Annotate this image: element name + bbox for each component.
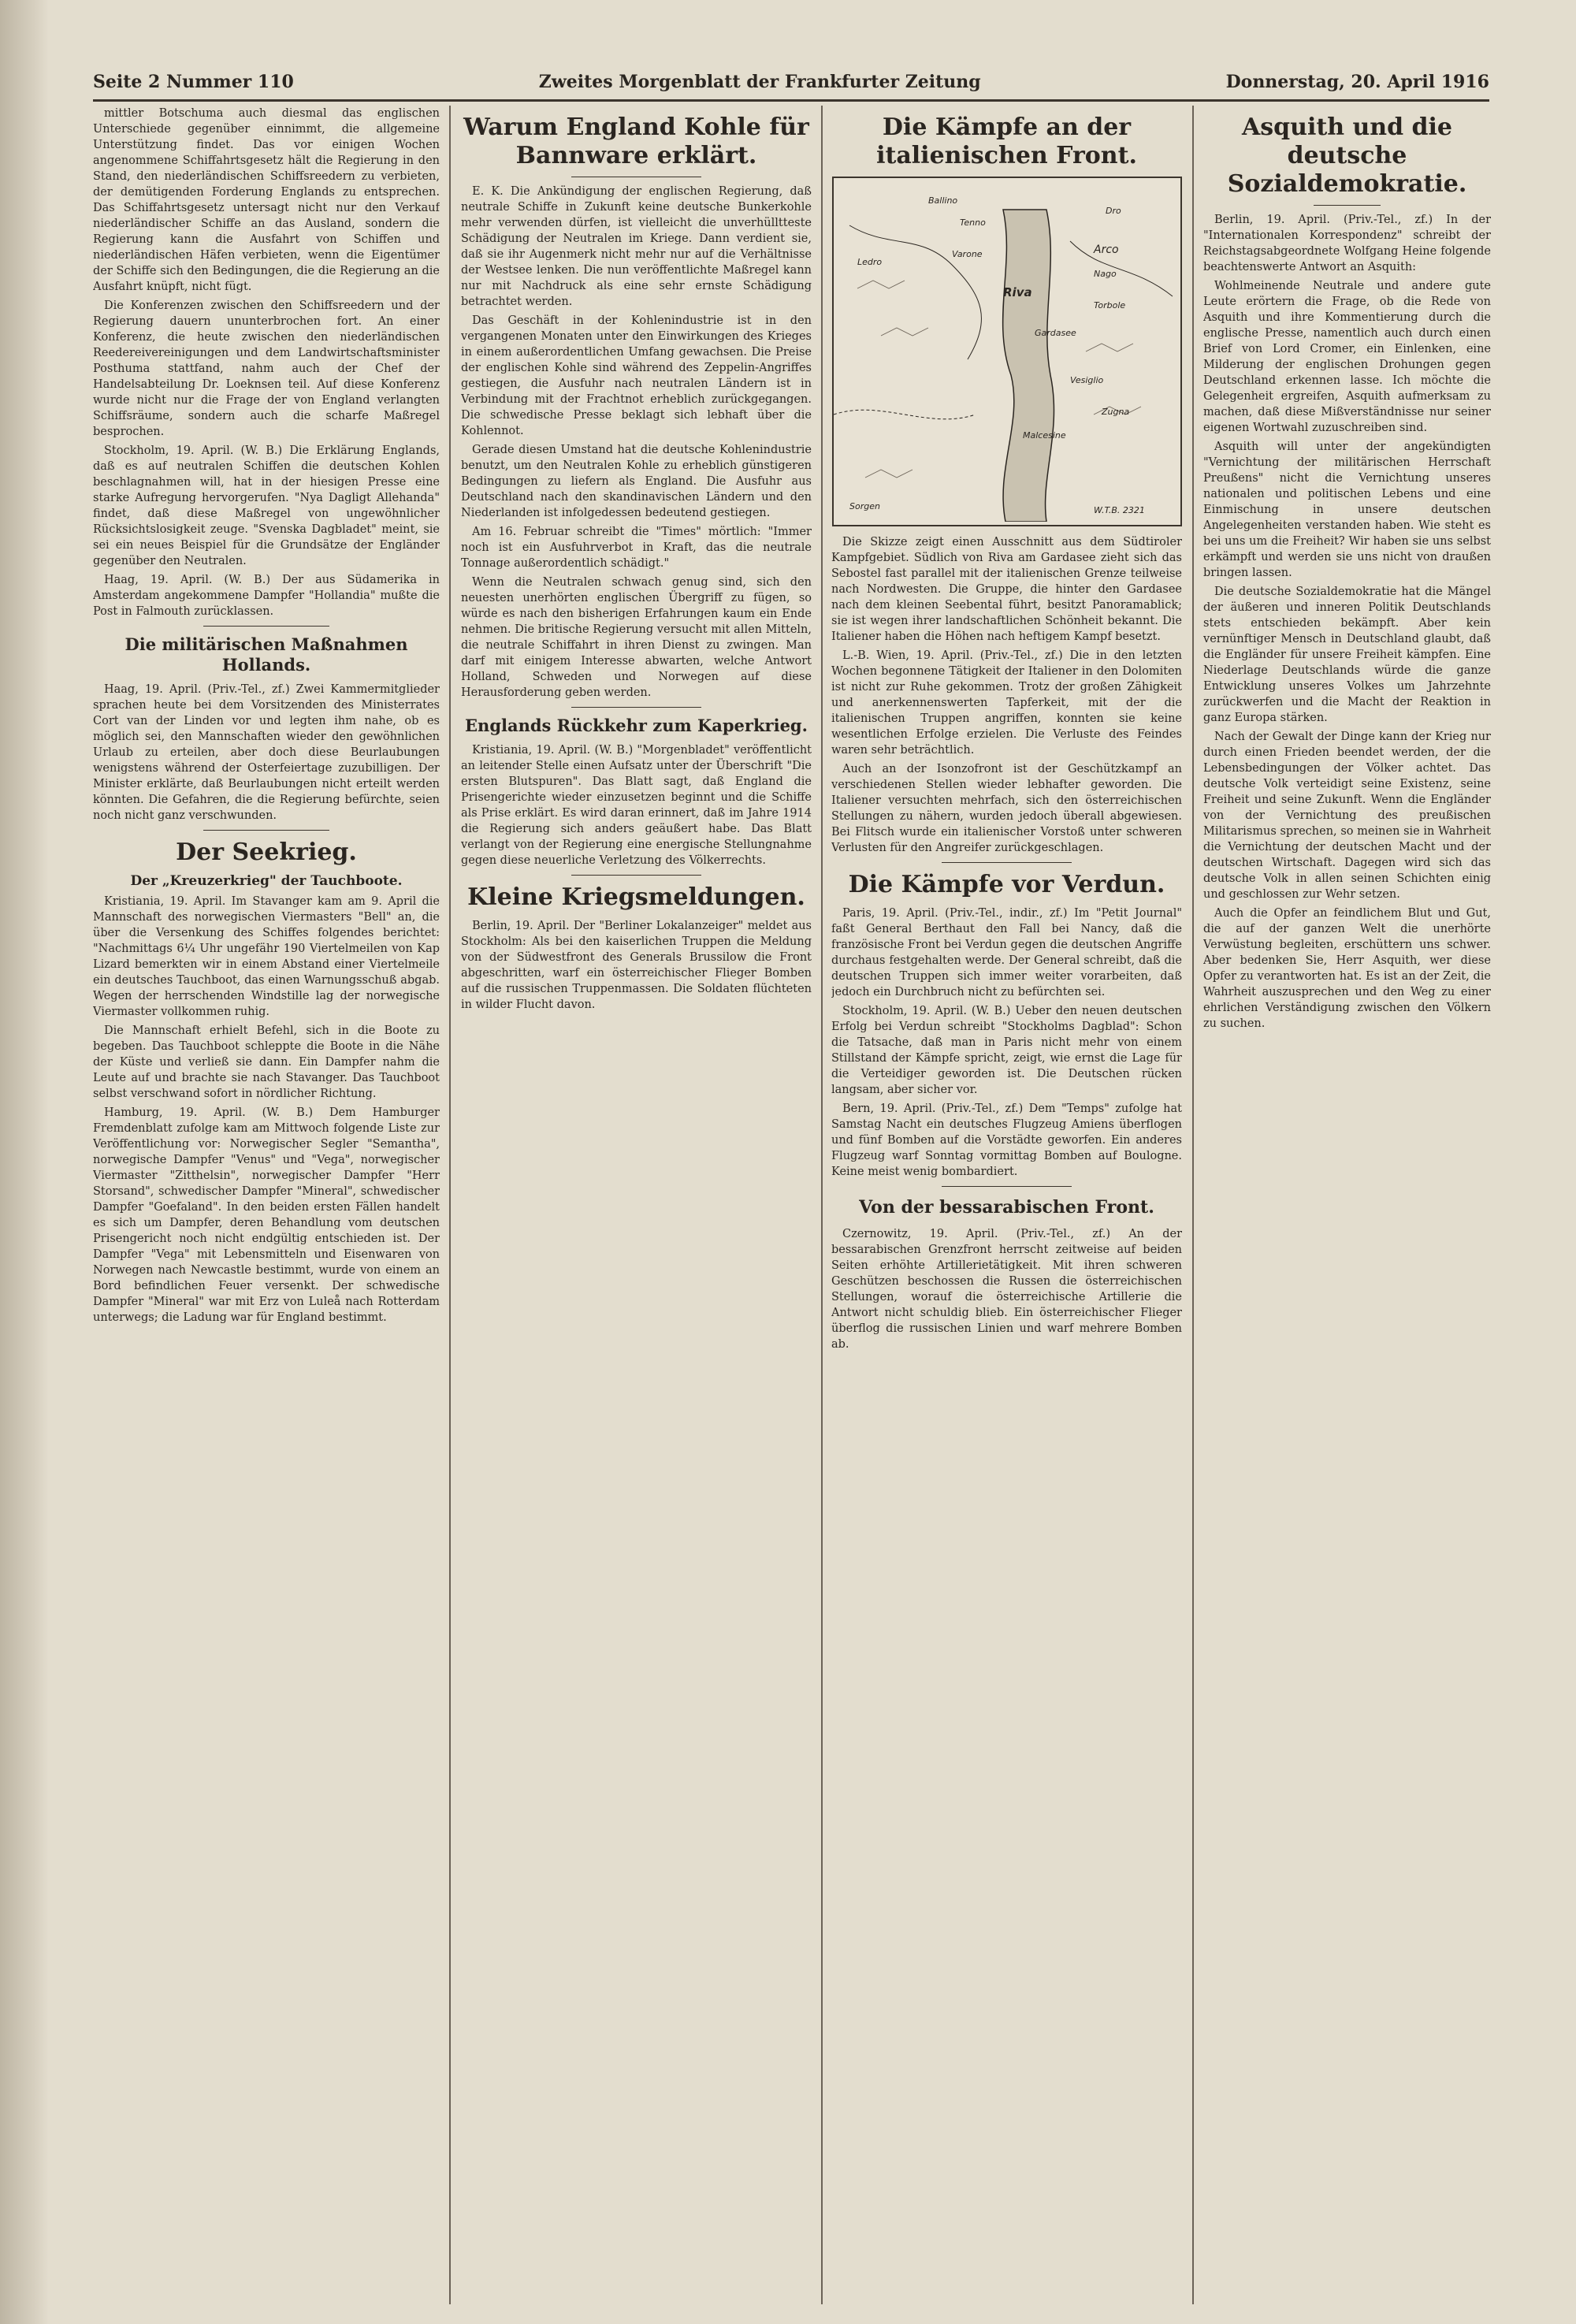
map-label: Nago bbox=[1093, 269, 1117, 279]
map-label: Vesiglio bbox=[1069, 375, 1103, 385]
article-paragraph: Stockholm, 19. April. (W. B.) Ueber den neuen deutschen Erfolg bei Verdun schreibt "Stockholms Dagblad": Schon die Tatsache, daß man in Paris nicht mehr von einem Stillstand der Kämpfe spricht, zeigt, wie ernst die Lage für die Verteidiger geworden ist. Die Deutschen rücken langsam, aber sicher vor. bbox=[831, 1005, 1182, 1096]
article-paragraph: Czernowitz, 19. April. (Priv.-Tel., zf.) An der bessarabischen Grenzfront herrscht zeitweise auf beiden Seiten erhöhte Artillerietätigkeit. Mit ihren schweren Geschützen beschossen die Russen die österreichischen Stellungen, worauf die österreichische Artillerie die Antwort nicht schuldig blieb. Ein österreichischer Flieger überflog die russischen Linien und warf mehrere Bomben ab. bbox=[831, 1228, 1182, 1351]
article-paragraph: Kristiania, 19. April. (W. B.) "Morgenbladet" veröffentlicht an leitender Stelle einen Aufsatz unter der Überschrift "Die ersten Blutspuren". Das Blatt sagt, daß England die Prisengerichte wieder einzusetzen beginnt und die Schiffe als Prise erklärt. Es wird daran erinnert, daß im Jahre 1914 die Regierung sich anders geäußert habe. Das Blatt verlangt von der Regierung eine energische Stellungnahme gegen diese neuerliche Verletzung des Völkerrechts. bbox=[461, 744, 812, 867]
article-paragraph: L.-B. Wien, 19. April. (Priv.-Tel., zf.) Die in den letzten Wochen begonnene Tätigkeit der Italiener in den Dolomiten ist nicht zur Ruhe gekommen. Trotz der großen Zähigkeit und anerkennenswerten Tapferkeit, mit der die italienischen Truppen angriffen, konnten sie keine wesentlichen Erfolge erzielen. Die Verluste des Feindes waren sehr beträchtlich. bbox=[831, 649, 1182, 757]
article-divider bbox=[571, 707, 701, 708]
article-headline: Asquith und die deutsche Sozialdemokratie. bbox=[1227, 113, 1467, 198]
article-divider bbox=[942, 1186, 1072, 1187]
column-rule bbox=[821, 106, 823, 2304]
article-paragraph: E. K. Die Ankündigung der englischen Regierung, daß neutrale Schiffe in Zukunft keine deutsche Bunkerkohle mehr verwenden dürfen, ist vielleicht die unverhülltteste Schädigung der Neutralen im Kriege. Dann verdient sie, daß sie ihr Augenmerk nicht mehr nur auf die Verhältnisse der Westsee lenken. Die nun veröffentlichte Maßregel kann nur mit Nachdruck als eine sehr ernste Schädigung betrachtet werden. bbox=[461, 185, 812, 308]
map-label: Torbole bbox=[1093, 300, 1125, 310]
header-masthead: Zweites Morgenblatt der Frankfurter Zeitung bbox=[538, 72, 981, 92]
article-divider bbox=[571, 875, 701, 876]
article-headline: Kleine Kriegsmeldungen. bbox=[467, 883, 805, 911]
map-label: Ledro bbox=[857, 257, 882, 267]
article-subheadline: Der „Kreuzerkrieg" der Tauchboote. bbox=[130, 873, 403, 889]
article-paragraph: Paris, 19. April. (Priv.-Tel., indir., zf.) Im "Petit Journal" faßt General Berthaut den Fall bei Nancy, daß die französische Front bei Verdun gegen die deutschen Angriffe durchaus festgehalten werde. Der General schreibt, daß die deutschen Truppen sich immer weiter vorarbeiten, daß jedoch ein Durchbruch nicht zu befürchten sei. bbox=[831, 907, 1182, 998]
binding-gutter bbox=[0, 0, 49, 2324]
column-2 bbox=[461, 106, 812, 2304]
map-label: Ballino bbox=[927, 195, 957, 206]
column-4 bbox=[1203, 106, 1491, 2304]
article-paragraph: Wenn die Neutralen schwach genug sind, sich den neuesten unerhörten englischen Übergriff zu fügen, so würde es nach den bisherigen Erfahrungen kaum ein Ende nehmen. Die britische Regierung versucht mit allen Mitteln, die neutrale Schiffahrt in ihren Dienst zu zwingen. Man darf mit einigem Interesse abwarten, welche Antwort Holland, Schweden und Norwegen auf diese Herausforderung geben werden. bbox=[461, 576, 812, 699]
road-line bbox=[1070, 241, 1173, 296]
map-label: Arco bbox=[1093, 244, 1119, 256]
column-rule bbox=[449, 106, 451, 2304]
article-headline: Die Kämpfe an der italienischen Front. bbox=[876, 113, 1137, 169]
article-paragraph: Berlin, 19. April. Der "Berliner Lokalanzeiger" meldet aus Stockholm: Als bei den kaiserlichen Truppen die Meldung von der Südwestfront des Generals Brussilow die Front abgeschritten, warf ein österreichischer Flieger Bomben auf die russischen Truppenmassen. Die Soldaten flüchteten in wilder Flucht davon. bbox=[461, 920, 812, 1011]
lake-shape bbox=[1002, 210, 1054, 522]
header-page-number: Seite 2 Nummer 110 bbox=[93, 72, 294, 92]
page-header bbox=[93, 69, 1489, 95]
article-divider bbox=[942, 862, 1072, 863]
article-paragraph: Das Geschäft in der Kohlenindustrie ist in den vergangenen Monaten unter den Einwirkungen des Krieges in einem außerordentlichen Umfang gewachsen. Die Preise der englischen Kohle sind während des Zeppelin-Angriffes gestiegen, die Ausfuhr nach neutralen Ländern ist in Verbindung mit der Frachtnot erheblich zurückgegangen. Die schwedische Presse beklagt sich lebhaft über die Kohlennot. bbox=[461, 314, 812, 437]
article-paragraph: Die Konferenzen zwischen den Schiffsreedern und der Regierung dauern ununterbrochen fort. An einer Konferenz, die heute zwischen den niederländischen Reedereivereinigungen und dem Landwirtschaftsminister Posthuma stattfand, nahm auch der Chef der Handelsabteilung Dr. Loeknsen teil. Auf diese Konferenz wurde nicht nur die Frage der von England verlangten Schiffsräume, sondern auch die scharfe Maßregel besprochen. bbox=[93, 299, 440, 438]
river-line bbox=[849, 225, 981, 359]
article-paragraph: Auch die Opfer an feindlichem Blut und Gut, die auf der ganzen Welt die unerhörte Verwüstung begleiten, erschüttern uns schwer. Aber bedenken Sie, Herr Asquith, wer diese Opfer zu verantworten hat. Es ist an der Zeit, die Wahrheit auszusprechen und den Weg zu einer ehrlichen Verständigung zwischen den Völkern zu suchen. bbox=[1203, 907, 1491, 1030]
article-divider bbox=[203, 626, 329, 627]
article-paragraph: Kristiania, 19. April. Im Stavanger kam am 9. April die Mannschaft des norwegischen Viermasters "Bell" an, die über die Versenkung des Schiffes folgendes berichtet: "Nachmittags 6¼ Uhr ungefähr 190 Viertelmeilen von Kap Lizard bemerkten wir in einem Abstand einer Viertelmeile ein deutsches Tauchboot, das einen Warnungsschuß abgab. Wegen der herrschenden Windstille lag der norwegische Viermaster vollkommen ruhig. bbox=[93, 895, 440, 1018]
article-paragraph: Haag, 19. April. (W. B.) Der aus Südamerika in Amsterdam angekommene Dampfer "Hollandia" mußte die Post in Falmouth zurücklassen. bbox=[93, 574, 440, 618]
article-paragraph: Die Skizze zeigt einen Ausschnitt aus dem Südtiroler Kampfgebiet. Südlich von Riva am Gardasee zieht sich das Sebostel fast parallel mit der italienischen Grenze teilweise nach Nordwesten. Die Gruppe, die hinter den Gardasee nach dem kleinen Seebental führt, besitzt Panoramablick; sie ist wegen ihrer landschaftlichen Schönheit bekannt. Die Italiener haben die Höhen nach heftigem Kampf besetzt. bbox=[831, 536, 1182, 643]
header-rule bbox=[93, 99, 1489, 102]
column-3 bbox=[831, 106, 1182, 2304]
article-headline: Warum England Kohle für Bannware erklärt. bbox=[463, 113, 809, 169]
map-label: Malcesine bbox=[1022, 430, 1066, 441]
map-drawing bbox=[834, 178, 1177, 522]
article-paragraph: Stockholm, 19. April. (W. B.) Die Erklärung Englands, daß es auf neutralen Schiffen die deutschen Kohlen beschlagnahmen will, hat in der hiesigen Presse eine starke Aufregung hervorgerufen. "Nya Dagligt Allehanda" findet, daß diese Maßregel von ungewöhnlicher Rücksichtslosigkeit zeuge. "Svenska Dagbladet" meint, sie sei ein neues Beispiel für die Grundsätze der Engländer gegenüber den Neutralen. bbox=[93, 444, 440, 567]
article-paragraph: Auch an der Isonzofront ist der Geschützkampf an verschiedenen Stellen wieder lebhafter geworden. Die Italiener versuchten mehrfach, sich den österreichischen Stellungen zu nähern, wurden jedoch überall abgewiesen. Bei Flitsch wurde ein italienischer Vorstoß unter schweren Verlusten für den Angreifer zurückgeschlagen. bbox=[831, 763, 1182, 854]
article-paragraph: mittler Botschuma auch diesmal das englischen Unterschiede gegenüber einnimmt, die allgemeine Unterstützung findet. Das vor einigen Wochen angenommene Schiffahrtsgesetz hält die Regierung in den Stand, den niederländischen Schiffsreedern zu verbieten, der demütigenden Forderung Englands zu entsprechen. Das Schiffahrtsgesetz untersagt nicht nur den Verkauf niederländischer Schiffe an das Ausland, sondern die Regierung kann die Ausfahrt von Schiffen und niederländischen Häfen verbieten, wenn die Eigentümer der Schiffe sich den Bedingungen, die die Regierung an die Ausfahrt knüpft, nicht fügt. bbox=[93, 107, 440, 293]
map-label: Riva bbox=[1002, 285, 1032, 299]
article-headline: Der Seekrieg. bbox=[176, 838, 357, 866]
front-map bbox=[832, 177, 1182, 526]
map-label: Varone bbox=[951, 249, 983, 259]
map-label: Tenno bbox=[959, 218, 986, 228]
article-paragraph: Am 16. Februar schreibt die "Times" mörtlich: "Immer noch ist ein Ausfuhrverbot in Kraft, das die neutrale Tonnage außerordentlich schädigt." bbox=[461, 526, 812, 570]
header-date: Donnerstag, 20. April 1916 bbox=[1225, 72, 1489, 92]
map-label: Sorgen bbox=[849, 501, 880, 511]
article-paragraph: Die Mannschaft erhielt Befehl, sich in die Boote zu begeben. Das Tauchboot schleppte die Boote in die Nähe der Küste und verließ sie dann. Ein Dampfer nahm die Leute auf und brachte sie nach Stavanger. Das Tauchboot selbst verschwand sofort in nördlicher Richtung. bbox=[93, 1024, 440, 1100]
front-line bbox=[834, 410, 976, 419]
article-divider bbox=[1314, 205, 1381, 206]
map-label: Zugna bbox=[1101, 407, 1129, 417]
article-paragraph: Wohlmeinende Neutrale und andere gute Leute erörtern die Frage, ob die Rede von Asquith und ihre Kommentierung durch die englische Presse, namentlich auch durch einen Brief von Lord Cromer, ein Einlenken, eine Milderung der englischen Drohungen gegen Deutschland erkennen lasse. Ich möchte die Gelegenheit ergreifen, Asquith aufmerksam zu machen, daß diese Mißverständnisse nur seiner eigenen Wortwahl zuzuschreiben sind. bbox=[1203, 280, 1491, 434]
article-paragraph: Gerade diesen Umstand hat die deutsche Kohlenindustrie benutzt, um den Neutralen Kohle zu erheblich günstigeren Bedingungen zu liefern als England. Die Ausfuhr aus Deutschland nach den skandinavischen Ländern und den Niederlanden ist infolgedessen bedeutend gestiegen. bbox=[461, 444, 812, 519]
column-1 bbox=[93, 106, 440, 2304]
map-caption: W.T.B. 2321 bbox=[1093, 505, 1145, 515]
map-label: Gardasee bbox=[1034, 328, 1076, 338]
article-paragraph: Nach der Gewalt der Dinge kann der Krieg nur durch einen Frieden beendet werden, der die Lebensbedingungen der Völker achtet. Das deutsche Volk verteidigt seine Existenz, seine Freiheit und seine Zukunft. Wenn die Engländer von der Vernichtung des preußischen Militarismus sprechen, so meinen sie in Wahrheit die Vernichtung der deutschen Macht und der deutschen Wirtschaft. Dagegen wird sich das deutsche Volk in allen seinen Schichten einig und geschlossen zur Wehr setzen. bbox=[1203, 731, 1491, 901]
article-divider bbox=[203, 830, 329, 831]
article-headline: Die militärischen Maßnahmen Hollands. bbox=[125, 634, 408, 675]
article-paragraph: Berlin, 19. April. (Priv.-Tel., zf.) In der "Internationalen Korrespondenz" schreibt der Reichstagsabgeordnete Wolfgang Heine folgende beachtenswerte Antwort an Asquith: bbox=[1203, 214, 1491, 273]
article-paragraph: Haag, 19. April. (Priv.-Tel., zf.) Zwei Kammermitglieder sprachen heute bei dem Vorsitzenden des Ministerrates Cort van der Linden vor und legten ihm nahe, ob es möglich sei, den Mannschaften wieder den gewöhnlichen Urlaub zu erteilen, aber doch diese Beurlaubungen wenigstens während der Osterfeiertage zuzubilligen. Der Minister erklärte, daß Beurlaubungen nicht erteilt werden könnten. Die Gefahren, die die Regierung befürchte, seien noch nicht ganz verschwunden. bbox=[93, 683, 440, 822]
map-label: Dro bbox=[1105, 206, 1121, 216]
article-headline: Englands Rückkehr zum Kaperkrieg. bbox=[465, 716, 808, 735]
article-headline: Die Kämpfe vor Verdun. bbox=[848, 871, 1165, 898]
article-paragraph: Asquith will unter der angekündigten "Vernichtung der militärischen Herrschaft Preußens" nicht die Vernichtung unseres nationalen und politischen Lebens und eine Einmischung in unsere deutschen Angelegenheiten verstanden haben. Wie steht es bei uns um die Freiheit? Wir haben sie uns selbst erkämpft und werden sie uns nicht von draußen bringen lassen. bbox=[1203, 441, 1491, 579]
article-paragraph: Die deutsche Sozialdemokratie hat die Mängel der äußeren und inneren Politik Deutschlands stets entschieden bekämpft. Aber kein vernünftiger Mensch in Deutschland glaubt, daß die Engländer für unsere Freiheit kämpfen. Eine Niederlage Deutschlands würde die ganze Entwicklung unseres Volkes um Jahrzehnte zurückwerfen und die Macht der Reaktion in ganz Europa stärken. bbox=[1203, 586, 1491, 724]
article-paragraph: Bern, 19. April. (Priv.-Tel., zf.) Dem "Temps" zufolge hat Samstag Nacht ein deutsches Flugzeug Amiens überflogen und fünf Bomben auf die Vorstädte geworfen. Ein anderes Flugzeug warf Sonntag vormittag Bomben auf Boulogne. Keine meist wenig bombardiert. bbox=[831, 1103, 1182, 1178]
column-rule bbox=[1192, 106, 1194, 2304]
article-headline: Von der bessarabischen Front. bbox=[859, 1197, 1154, 1218]
article-paragraph: Hamburg, 19. April. (W. B.) Dem Hamburger Fremdenblatt zufolge kam am Mittwoch folgende Liste zur Veröffentlichung vor: Norwegischer Segler "Semantha", norwegische Dampfer "Venus" und "Vega", norwegischer Viermaster "Zitthelsin", norwegischer Dampfer "Herr Storsand", schwedischer Dampfer "Mineral", schwedischer Dampfer "Goefaland". In den beiden ersten Fällen handelt es sich um Dampfer, deren Behandlung vom deutschen Prisengericht noch nicht endgültig entschieden ist. Der Dampfer "Vega" mit Lebensmitteln und Eisenwaren von Norwegen nach Newcastle bestimmt, wurde von einem an Bord befindlichen Feuer versenkt. Der schwedische Dampfer "Mineral" war mit Erz von Luleå nach Rotterdam unterwegs; die Ladung war für England bestimmt. bbox=[93, 1106, 440, 1324]
